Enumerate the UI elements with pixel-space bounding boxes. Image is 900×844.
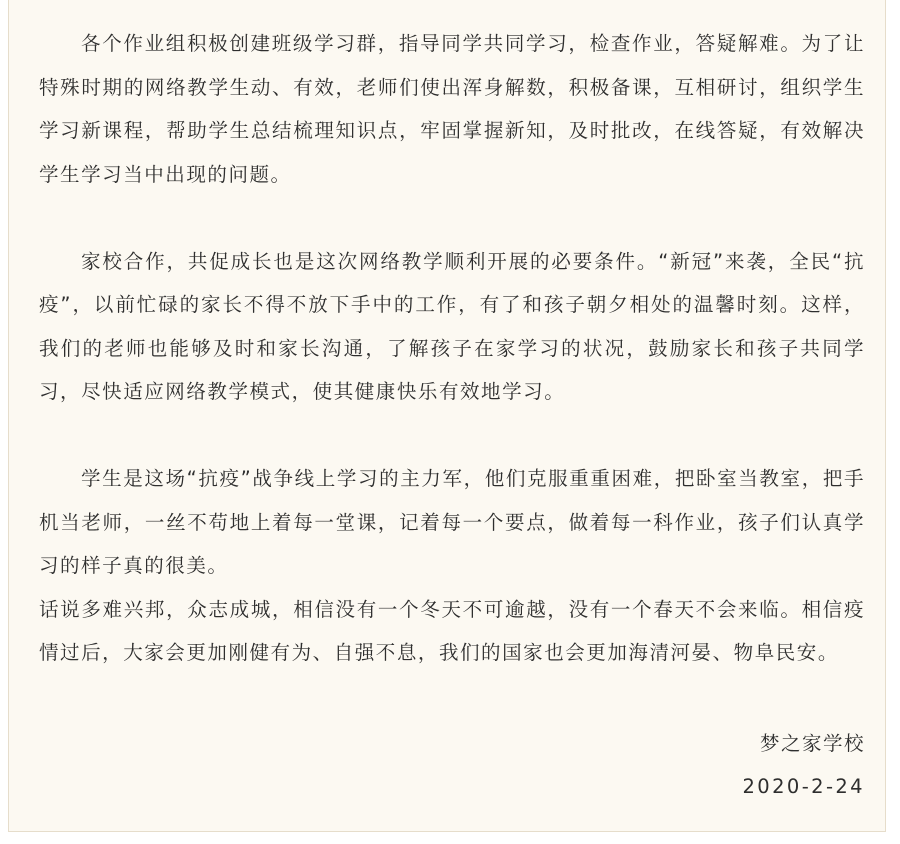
article-frame xyxy=(8,0,886,832)
paragraph-homework-groups: 各个作业组积极创建班级学习群，指导同学共同学习，检查作业，答疑解难。为了让特殊时期的网络教学生动、有效，老师们使出浑身解数，积极备课，互相研讨，组织学生学习新课程，帮助学生总结梳理知识点，牢固掌握新知，及时批改，在线答疑，有效解决学生学习当中出现的问题。 xyxy=(39,32,865,186)
paragraph-closing: 话说多难兴邦，众志成城，相信没有一个冬天不可逾越，没有一个春天不会来临。相信疫情过后，大家会更加刚健有为、自强不息，我们的国家也会更加海清河晏、物阜民安。 xyxy=(39,597,865,664)
school-name: 梦之家学校 xyxy=(759,732,865,755)
paragraph-spacer xyxy=(39,196,865,240)
paragraph-students: 学生是这场“抗疫”战争线上学习的主力军，他们克服重重困难，把卧室当教室，把手机当老师，一丝不苟地上着每一堂课，记着每一个要点，做着每一科作业，孩子们认真学习的样子真的很美。 xyxy=(39,467,865,577)
signature-date: 2020-2-24 xyxy=(742,775,865,798)
article-body xyxy=(39,22,865,675)
paragraph-home-school-cooperation: 家校合作，共促成长也是这次网络教学顺利开展的必要条件。“新冠”来袭，全民“抗疫”，以前忙碌的家长不得不放下手中的工作，有了和孩子朝夕相处的温馨时刻。这样，我们的老师也能够及时和家长沟通，了解孩子在家学习的状况，鼓励家长和孩子共同学习，尽快适应网络教学模式，使其健康快乐有效地学习。 xyxy=(39,249,865,403)
signature-block xyxy=(742,722,865,808)
paragraph-spacer xyxy=(39,414,865,458)
